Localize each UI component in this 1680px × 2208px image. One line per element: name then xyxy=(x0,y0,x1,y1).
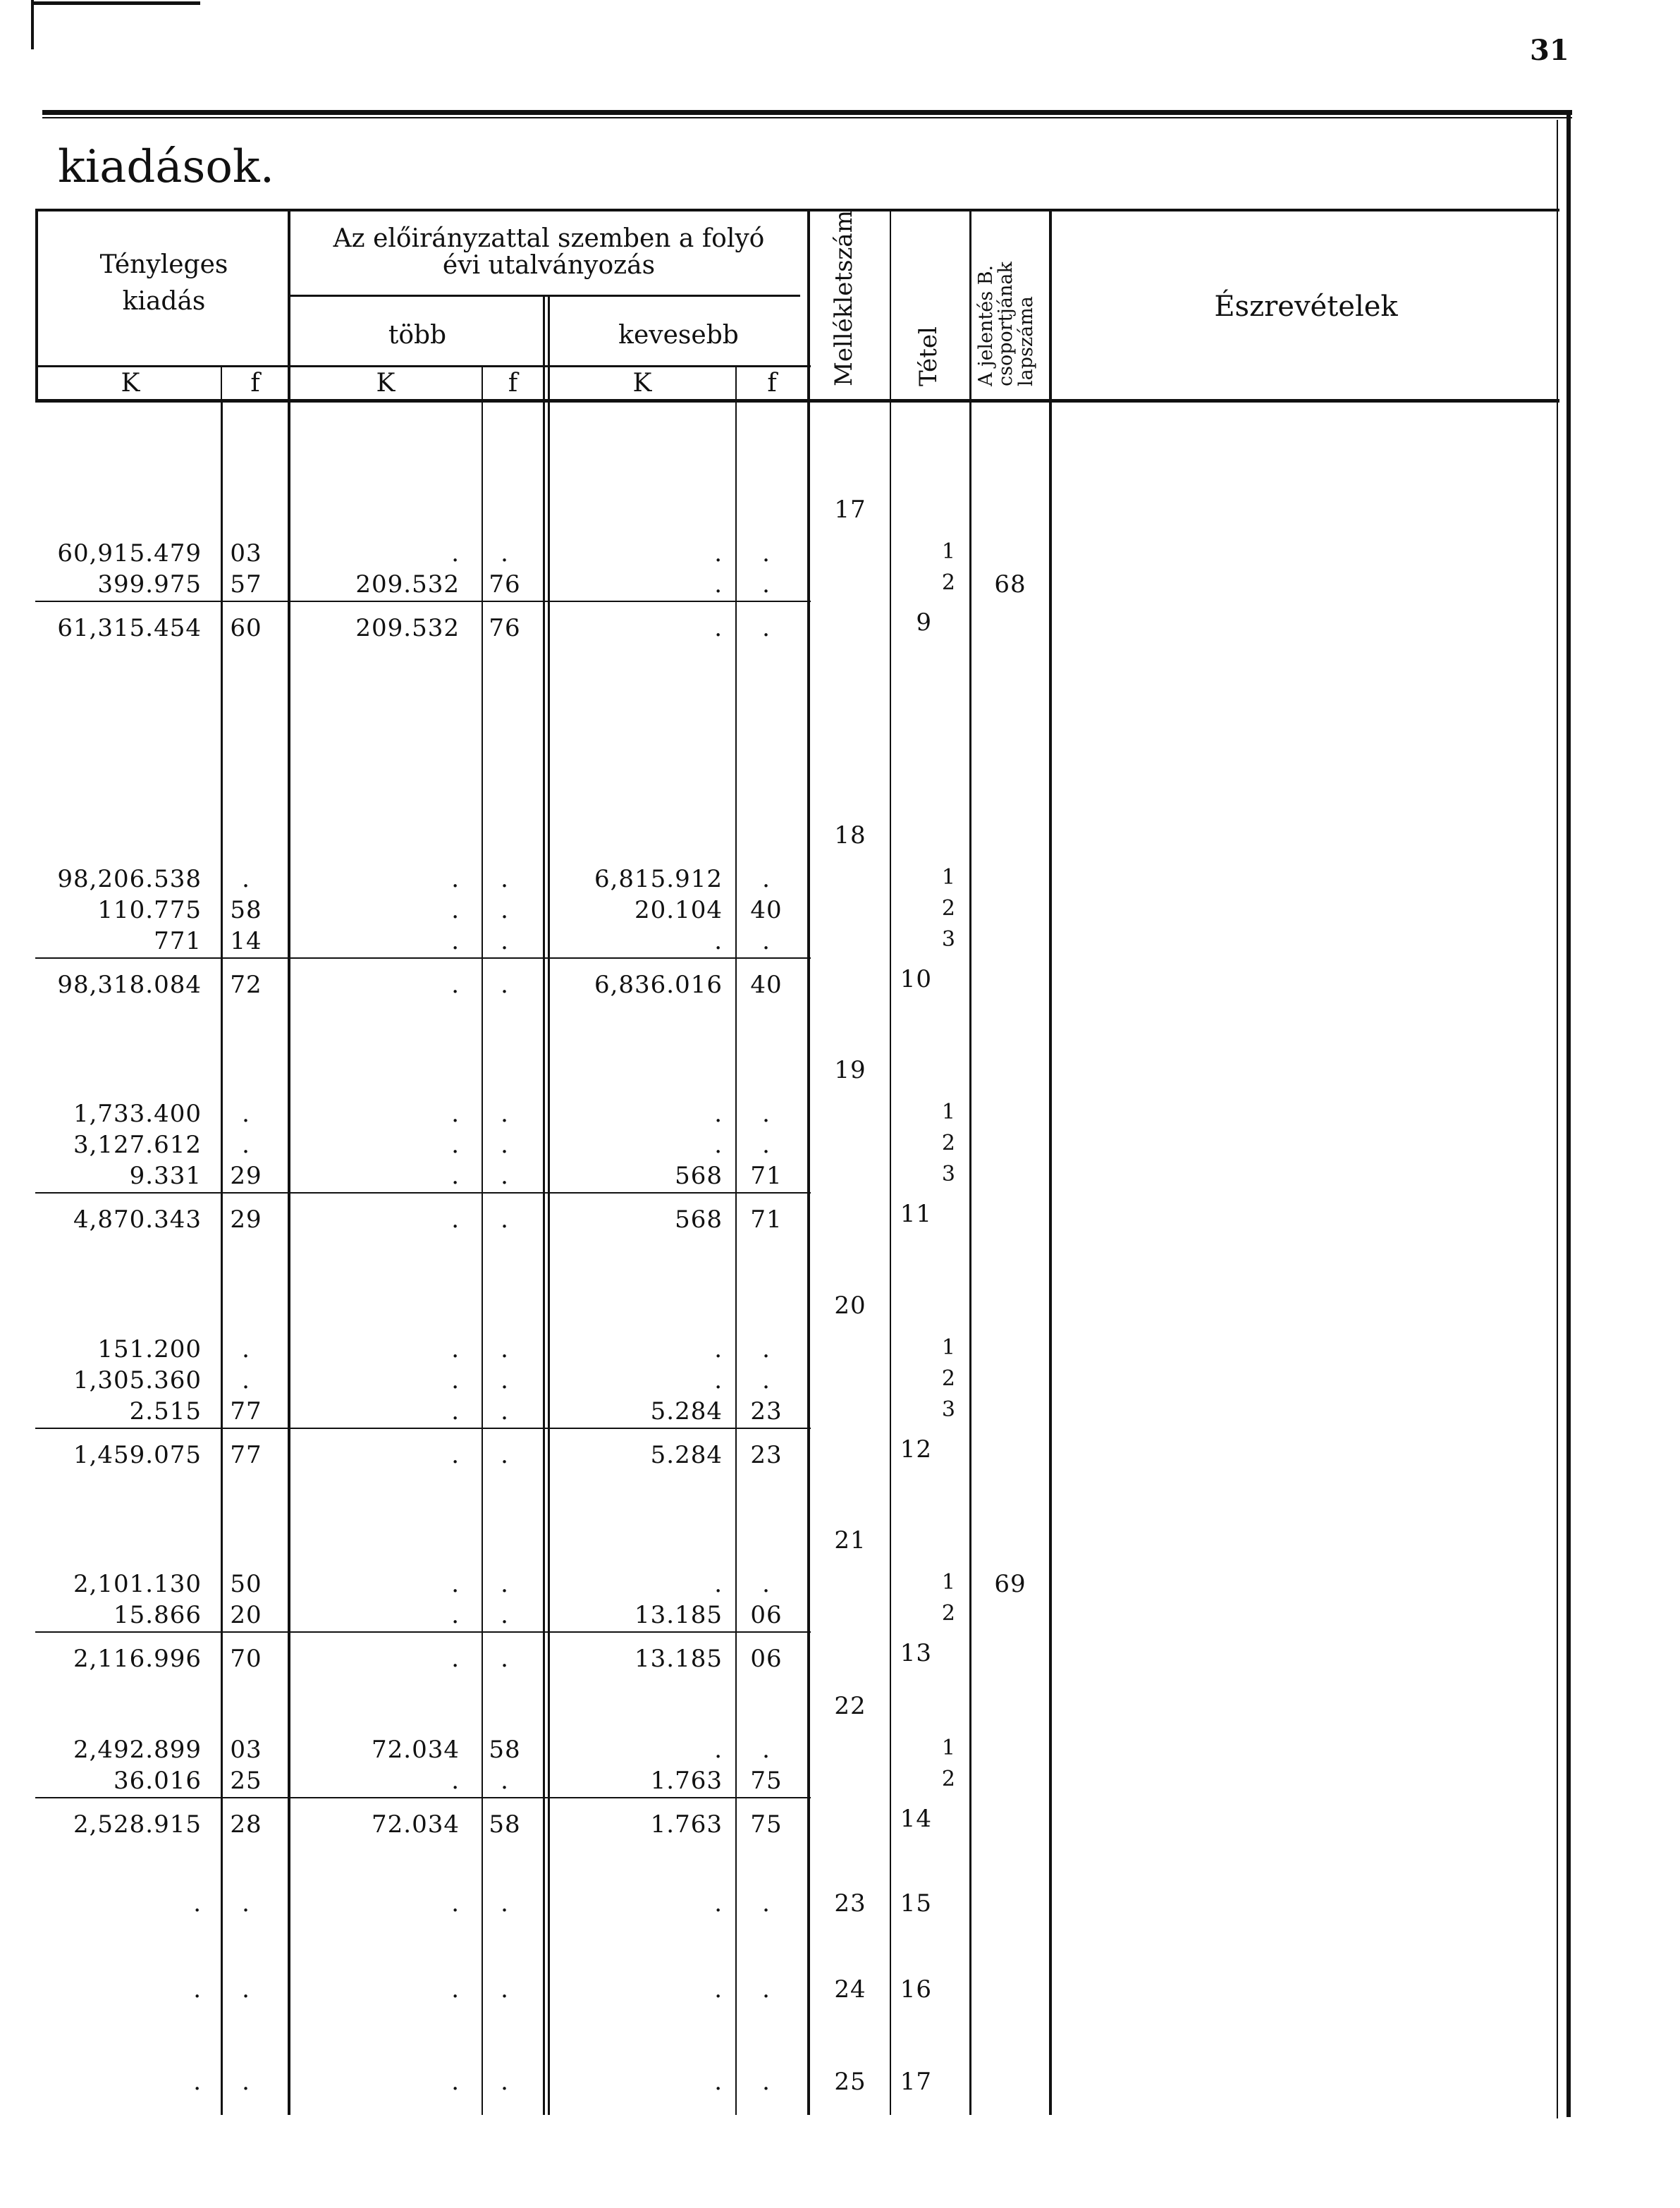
header-f-2: f xyxy=(508,369,518,398)
row-2-2-k: 9.331 xyxy=(129,1162,202,1190)
header-tenyleges: Tényleges kiadás xyxy=(99,250,228,317)
single-2-f: . xyxy=(242,2068,250,2096)
row-0-0-k: 60,915.479 xyxy=(57,539,202,568)
row-2-1-tobb-f: . xyxy=(501,1131,509,1159)
total-5-k: 2,528.915 xyxy=(73,1810,202,1839)
row-3-2-kev-f: 23 xyxy=(750,1397,783,1425)
row-2-0-f: . xyxy=(242,1100,250,1128)
single-2-tetel: 17 xyxy=(900,2068,932,2096)
row-4-0-f: 50 xyxy=(230,1570,262,1598)
row-0-0-tobb-f: . xyxy=(501,539,509,568)
row-2-0-kev-f: . xyxy=(762,1100,771,1128)
row-2-0-k: 1,733.400 xyxy=(73,1100,202,1128)
col-line-tf-body xyxy=(221,402,223,2115)
row-1-1-tetel: 2 xyxy=(941,896,956,921)
row-2-0-tetel: 1 xyxy=(941,1100,956,1124)
header-mellekletszam: Mellékletszám xyxy=(830,210,858,386)
total-3-tobb-f: . xyxy=(501,1441,509,1469)
row-0-0-f: 03 xyxy=(230,539,262,568)
single-1-k: . xyxy=(193,1975,202,2004)
total-0-k: 61,315.454 xyxy=(57,614,202,642)
total-1-kev-f: 40 xyxy=(750,971,783,999)
sum-rule-4 xyxy=(35,1631,811,1633)
row-1-0-tobb-k: . xyxy=(451,865,460,893)
row-0-0-kev-f: . xyxy=(762,539,771,568)
row-1-0-kev-f: . xyxy=(762,865,771,893)
header-k-1: K xyxy=(121,369,140,398)
row-4-1-kev-k: 13.185 xyxy=(634,1601,723,1629)
row-2-1-kev-k: . xyxy=(714,1131,723,1159)
single-0-kev-f: . xyxy=(762,1889,771,1918)
sum-rule-2 xyxy=(35,1192,811,1194)
row-5-0-tobb-f: 58 xyxy=(489,1736,521,1764)
row-3-0-k: 151.200 xyxy=(97,1335,202,1363)
corner-mark-h xyxy=(31,1,200,5)
total-4-tobb-f: . xyxy=(501,1645,509,1673)
total-1-tobb-k: . xyxy=(451,971,460,999)
row-1-0-kev-k: 6,815.912 xyxy=(594,865,723,893)
row-1-1-f: 58 xyxy=(230,896,262,924)
header-k-2: K xyxy=(376,369,396,398)
row-0-1-tetel: 2 xyxy=(941,570,956,595)
row-3-1-kev-f: . xyxy=(762,1366,771,1394)
total-0-f: 60 xyxy=(230,614,262,642)
single-1-kev-k: . xyxy=(714,1975,723,2004)
page-number: 31 xyxy=(1530,34,1569,67)
row-2-2-f: 29 xyxy=(230,1162,262,1190)
col-line-kev-f xyxy=(735,367,737,2115)
col-left-border xyxy=(35,209,38,400)
row-5-1-k: 36.016 xyxy=(114,1767,202,1795)
col-line-eszr xyxy=(1049,209,1052,2115)
sum-rule-5 xyxy=(35,1797,811,1798)
row-3-1-tetel: 2 xyxy=(941,1366,956,1391)
top-rule-2 xyxy=(42,117,1572,118)
row-0-1-f: 57 xyxy=(230,570,262,599)
single-1-tobb-k: . xyxy=(451,1975,460,2004)
row-0-1-lap: 68 xyxy=(994,570,1026,599)
total-5-tobb-k: 72.034 xyxy=(372,1810,460,1839)
header-f-1: f xyxy=(250,369,260,398)
total-0-tobb-k: 209.532 xyxy=(355,614,460,642)
total-4-f: 70 xyxy=(230,1645,262,1673)
row-1-0-k: 98,206.538 xyxy=(57,865,202,893)
total-5-tobb-f: 58 xyxy=(489,1810,521,1839)
col-line-kev2 xyxy=(548,296,550,2115)
row-1-1-kev-k: 20.104 xyxy=(634,896,723,924)
header-top-rule xyxy=(35,209,1559,211)
row-4-0-tetel: 1 xyxy=(941,1570,956,1595)
single-2-kev-k: . xyxy=(714,2068,723,2096)
total-1-tetel: 10 xyxy=(900,965,932,993)
single-2-kev-f: . xyxy=(762,2068,771,2096)
row-4-0-k: 2,101.130 xyxy=(73,1570,202,1598)
header-bottom-rule xyxy=(35,399,1559,403)
row-1-2-kev-k: . xyxy=(714,927,723,955)
row-1-2-tobb-k: . xyxy=(451,927,460,955)
row-3-2-f: 77 xyxy=(230,1397,262,1425)
row-5-1-f: 25 xyxy=(230,1767,262,1795)
row-1-1-k: 110.775 xyxy=(97,896,202,924)
row-3-1-tobb-f: . xyxy=(501,1366,509,1394)
total-2-kev-k: 568 xyxy=(675,1206,723,1234)
row-2-0-tobb-f: . xyxy=(501,1100,509,1128)
mellekletszam-3: 20 xyxy=(834,1292,866,1320)
row-5-0-kev-f: . xyxy=(762,1736,771,1764)
row-3-2-k: 2.515 xyxy=(129,1397,202,1425)
col-line-tf xyxy=(221,367,222,400)
header-kevesebb: kevesebb xyxy=(618,321,739,350)
single-0-f: . xyxy=(242,1889,250,1918)
total-3-kev-f: 23 xyxy=(750,1441,783,1469)
total-3-k: 1,459.075 xyxy=(73,1441,202,1469)
row-2-1-kev-f: . xyxy=(762,1131,771,1159)
row-1-2-f: 14 xyxy=(230,927,262,955)
row-4-0-kev-k: . xyxy=(714,1570,723,1598)
right-border xyxy=(1566,111,1571,2117)
total-4-tetel: 13 xyxy=(900,1639,932,1667)
row-5-0-tobb-k: 72.034 xyxy=(372,1736,460,1764)
sum-rule-1 xyxy=(35,957,811,959)
row-5-0-k: 2,492.899 xyxy=(73,1736,202,1764)
row-3-0-tetel: 1 xyxy=(941,1335,956,1360)
total-0-kev-f: . xyxy=(762,614,771,642)
single-0-tobb-k: . xyxy=(451,1889,460,1918)
row-5-1-kev-k: 1.763 xyxy=(650,1767,723,1795)
row-4-0-lap: 69 xyxy=(994,1570,1026,1598)
row-1-1-tobb-f: . xyxy=(501,896,509,924)
row-1-1-tobb-k: . xyxy=(451,896,460,924)
total-2-tetel: 11 xyxy=(900,1200,932,1228)
row-5-0-tetel: 1 xyxy=(941,1736,956,1760)
mellekletszam-4: 21 xyxy=(834,1526,866,1554)
row-3-1-k: 1,305.360 xyxy=(73,1366,202,1394)
row-5-1-tobb-k: . xyxy=(451,1767,460,1795)
row-3-0-tobb-k: . xyxy=(451,1335,460,1363)
single-2-tobb-k: . xyxy=(451,2068,460,2096)
right-border-2 xyxy=(1557,120,1558,2118)
row-5-0-f: 03 xyxy=(230,1736,262,1764)
row-2-2-tobb-f: . xyxy=(501,1162,509,1190)
row-0-1-kev-f: . xyxy=(762,570,771,599)
row-3-0-kev-f: . xyxy=(762,1335,771,1363)
row-4-1-tetel: 2 xyxy=(941,1601,956,1626)
row-1-0-tobb-f: . xyxy=(501,865,509,893)
section-title: kiadások. xyxy=(58,141,275,193)
mellekletszam-5: 22 xyxy=(834,1692,866,1720)
mellekletszam-2: 19 xyxy=(834,1056,866,1084)
row-3-2-tobb-k: . xyxy=(451,1397,460,1425)
header-k-3: K xyxy=(632,369,652,398)
total-3-kev-k: 5.284 xyxy=(650,1441,723,1469)
single-0-mell: 23 xyxy=(834,1889,866,1918)
single-1-mell: 24 xyxy=(834,1975,866,2004)
top-rule xyxy=(42,110,1572,115)
col-line-kev xyxy=(543,296,545,2115)
mellekletszam-0: 17 xyxy=(834,496,866,524)
row-5-0-kev-k: . xyxy=(714,1736,723,1764)
row-0-1-tobb-f: 76 xyxy=(489,570,521,599)
total-3-tobb-k: . xyxy=(451,1441,460,1469)
total-2-tobb-k: . xyxy=(451,1206,460,1234)
row-2-1-k: 3,127.612 xyxy=(73,1131,202,1159)
total-4-tobb-k: . xyxy=(451,1645,460,1673)
row-0-1-k: 399.975 xyxy=(97,570,202,599)
total-0-kev-k: . xyxy=(714,614,723,642)
single-0-tobb-f: . xyxy=(501,1889,509,1918)
row-2-1-f: . xyxy=(242,1131,250,1159)
row-1-2-tetel: 3 xyxy=(941,927,956,952)
sum-rule-3 xyxy=(35,1428,811,1429)
total-0-tetel: 9 xyxy=(916,608,932,637)
row-0-0-tetel: 1 xyxy=(941,539,956,564)
row-4-1-k: 15.866 xyxy=(114,1601,202,1629)
row-2-1-tetel: 2 xyxy=(941,1131,956,1155)
total-0-tobb-f: 76 xyxy=(489,614,521,642)
row-4-0-tobb-f: . xyxy=(501,1570,509,1598)
row-2-0-tobb-k: . xyxy=(451,1100,460,1128)
total-1-tobb-f: . xyxy=(501,971,509,999)
total-5-kev-k: 1.763 xyxy=(650,1810,723,1839)
row-3-2-tetel: 3 xyxy=(941,1397,956,1422)
row-2-1-tobb-k: . xyxy=(451,1131,460,1159)
single-1-kev-f: . xyxy=(762,1975,771,2004)
total-2-k: 4,870.343 xyxy=(73,1206,202,1234)
row-1-1-kev-f: 40 xyxy=(750,896,783,924)
row-3-1-tobb-k: . xyxy=(451,1366,460,1394)
row-0-1-tobb-k: 209.532 xyxy=(355,570,460,599)
row-1-2-kev-f: . xyxy=(762,927,771,955)
single-2-mell: 25 xyxy=(834,2068,866,2096)
total-1-f: 72 xyxy=(230,971,262,999)
total-5-tetel: 14 xyxy=(900,1805,932,1833)
single-1-tetel: 16 xyxy=(900,1975,932,2004)
row-0-0-kev-k: . xyxy=(714,539,723,568)
row-3-0-tobb-f: . xyxy=(501,1335,509,1363)
row-2-2-tetel: 3 xyxy=(941,1162,956,1186)
single-0-k: . xyxy=(193,1889,202,1918)
total-3-tetel: 12 xyxy=(900,1435,932,1464)
total-1-kev-k: 6,836.016 xyxy=(594,971,723,999)
total-4-kev-f: 06 xyxy=(750,1645,783,1673)
single-1-f: . xyxy=(242,1975,250,2004)
row-4-0-kev-f: . xyxy=(762,1570,771,1598)
row-4-1-kev-f: 06 xyxy=(750,1601,783,1629)
row-3-0-f: . xyxy=(242,1335,250,1363)
total-5-f: 28 xyxy=(230,1810,262,1839)
row-3-1-kev-k: . xyxy=(714,1366,723,1394)
mellekletszam-1: 18 xyxy=(834,821,866,850)
total-2-f: 29 xyxy=(230,1206,262,1234)
row-5-1-kev-f: 75 xyxy=(750,1767,783,1795)
row-3-0-kev-k: . xyxy=(714,1335,723,1363)
corner-mark xyxy=(31,0,34,49)
row-2-2-kev-f: 71 xyxy=(750,1162,783,1190)
row-4-1-tobb-f: . xyxy=(501,1601,509,1629)
header-jelentes: A jelentés B. csoportjának lapszáma xyxy=(975,262,1037,386)
sum-rule-0 xyxy=(35,601,811,602)
header-tetel: Tétel xyxy=(914,326,943,386)
col-line-mell xyxy=(807,209,810,2115)
row-1-0-f: . xyxy=(242,865,250,893)
col-line-tobb-f xyxy=(482,367,483,2115)
row-3-2-kev-k: 5.284 xyxy=(650,1397,723,1425)
col-line-tetel xyxy=(890,209,891,2115)
row-2-2-tobb-k: . xyxy=(451,1162,460,1190)
header-tobb: több xyxy=(388,321,447,350)
row-4-0-tobb-k: . xyxy=(451,1570,460,1598)
row-2-2-kev-k: 568 xyxy=(675,1162,723,1190)
total-2-kev-f: 71 xyxy=(750,1206,783,1234)
row-0-1-kev-k: . xyxy=(714,570,723,599)
single-1-tobb-f: . xyxy=(501,1975,509,2004)
row-5-1-tetel: 2 xyxy=(941,1767,956,1791)
row-5-1-tobb-f: . xyxy=(501,1767,509,1795)
total-2-tobb-f: . xyxy=(501,1206,509,1234)
row-3-1-f: . xyxy=(242,1366,250,1394)
col-line-lap xyxy=(969,209,971,2115)
total-5-kev-f: 75 xyxy=(750,1810,783,1839)
total-4-kev-k: 13.185 xyxy=(634,1645,723,1673)
total-1-k: 98,318.084 xyxy=(57,971,202,999)
single-0-kev-k: . xyxy=(714,1889,723,1918)
header-f-3: f xyxy=(767,369,777,398)
row-1-2-k: 771 xyxy=(154,927,202,955)
single-2-tobb-f: . xyxy=(501,2068,509,2096)
row-4-1-f: 20 xyxy=(230,1601,262,1629)
row-0-0-tobb-k: . xyxy=(451,539,460,568)
total-4-k: 2,116.996 xyxy=(73,1645,202,1673)
row-2-0-kev-k: . xyxy=(714,1100,723,1128)
row-4-1-tobb-k: . xyxy=(451,1601,460,1629)
header-eszrevetelek: Észrevételek xyxy=(1214,290,1398,323)
total-3-f: 77 xyxy=(230,1441,262,1469)
row-1-2-tobb-f: . xyxy=(501,927,509,955)
header-eloiranyzat: Az előirányzattal szemben a folyó évi utalványozás xyxy=(333,224,765,280)
single-2-k: . xyxy=(193,2068,202,2096)
single-0-tetel: 15 xyxy=(900,1889,932,1918)
row-3-2-tobb-f: . xyxy=(501,1397,509,1425)
k-f-rule xyxy=(35,365,811,367)
row-1-0-tetel: 1 xyxy=(941,865,956,890)
